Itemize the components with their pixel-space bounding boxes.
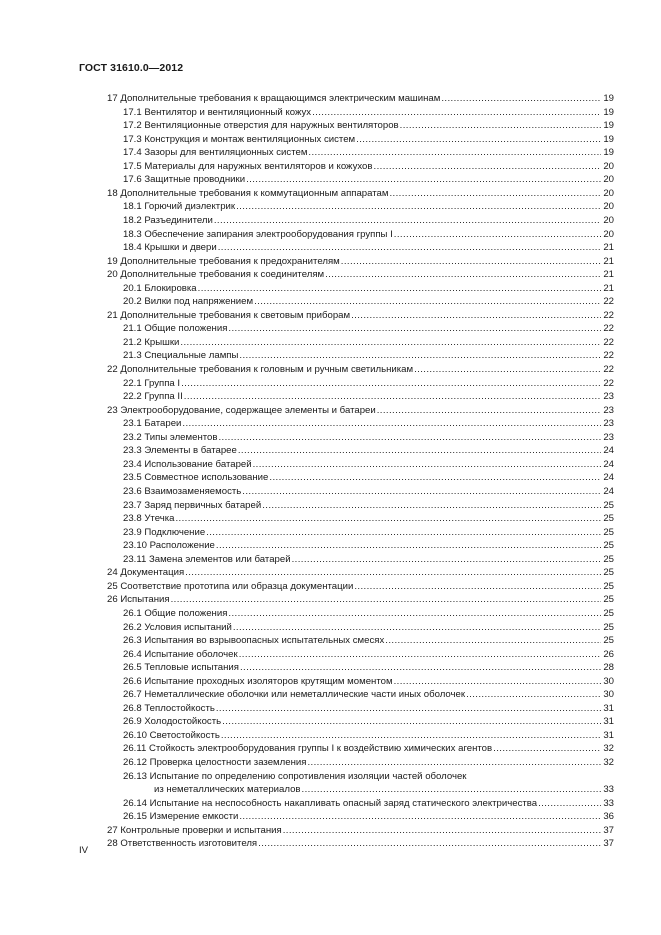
toc-entry — [123, 634, 614, 647]
toc-entry-page: 19 — [603, 106, 614, 118]
toc-entry — [123, 607, 614, 620]
toc-entry-page: 25 — [603, 553, 614, 565]
toc-entry — [123, 106, 614, 119]
toc-entry-title: 19 Дополнительные требования к предохранителям — [107, 255, 340, 267]
toc-entry-title: 26.3 Испытания во взрывоопасных испытательных смесях — [123, 635, 385, 646]
toc-entry-page: 19 — [603, 93, 614, 104]
toc-entry — [123, 648, 614, 661]
toc-entry-page: 30 — [603, 675, 614, 687]
toc-entry-title: 26.6 Испытание проходных изоляторов крутящим моментом — [123, 675, 393, 687]
toc-entry-title: 23.9 Подключение — [123, 526, 206, 538]
toc-leader-dots — [242, 485, 601, 498]
toc-leader-dots — [240, 661, 601, 674]
toc-entry-page: 24 — [603, 486, 614, 497]
toc-entry — [123, 417, 614, 430]
toc-entry-page: 21 — [603, 282, 614, 294]
toc-entry — [123, 228, 614, 241]
toc-entry-page: 25 — [603, 567, 614, 579]
toc-entry-title: 23.2 Типы элементов — [123, 431, 218, 443]
toc-entry-page: 22 — [603, 350, 614, 362]
toc-entry — [123, 160, 614, 173]
toc-entry-title: 17.4 Зазоры для вентиляционных систем — [123, 147, 308, 159]
toc-entry-page: 32 — [603, 743, 614, 755]
toc-leader-dots — [238, 444, 601, 457]
toc-entry-title: 17.3 Конструкция и монтаж вентиляционных систем — [123, 133, 356, 145]
toc-entry-page: 22 — [603, 323, 614, 335]
toc-entry — [123, 200, 614, 213]
toc-leader-dots — [292, 553, 601, 566]
toc-leader-dots — [198, 282, 601, 295]
toc-leader-dots — [302, 783, 601, 796]
toc-entry-title: 26.7 Неметаллические оболочки или неметаллические части иных оболочек — [123, 689, 466, 701]
toc-entry-page: 33 — [603, 784, 614, 796]
toc-entry — [123, 444, 614, 457]
toc-entry — [107, 255, 614, 268]
toc-leader-dots — [538, 797, 601, 810]
toc-entry-title: 23 Электрооборудование, содержащее элементы и батареи — [107, 404, 376, 416]
toc-leader-dots — [308, 146, 601, 159]
toc-leader-dots — [180, 336, 601, 349]
toc-entry-page: 32 — [603, 757, 614, 768]
toc-entry — [123, 512, 614, 525]
toc-entry — [123, 661, 614, 674]
toc-leader-dots — [239, 810, 601, 823]
toc-leader-dots — [171, 593, 601, 606]
toc-leader-dots — [394, 675, 601, 688]
toc-entry-title: 23.11 Замена элементов или батарей — [123, 553, 291, 565]
toc-leader-dots — [253, 458, 601, 471]
toc-leader-dots — [214, 214, 601, 227]
toc-leader-dots — [351, 309, 601, 322]
toc-entry-page: 24 — [603, 458, 614, 470]
toc-leader-dots — [354, 580, 601, 593]
toc-entry-title: 18 Дополнительные требования к коммутационным аппаратам — [107, 187, 389, 199]
toc-leader-dots — [325, 268, 601, 281]
toc-entry — [123, 539, 614, 552]
toc-entry — [123, 770, 614, 783]
toc-leader-dots — [233, 621, 601, 634]
toc-entry-page: 25 — [603, 513, 614, 524]
toc-entry-title: 20.1 Блокировка — [123, 282, 197, 294]
toc-entry-title: 24 Документация — [107, 567, 185, 579]
toc-entry-title: 18.1 Горючий диэлектрик — [123, 201, 236, 213]
toc-leader-dots — [239, 648, 601, 661]
toc-entry-title: 21.1 Общие положения — [123, 323, 228, 335]
toc-entry-title: 26.1 Общие положения — [123, 607, 228, 619]
toc-entry-title: 23.10 Расположение — [123, 540, 215, 552]
toc-entry-page: 19 — [603, 147, 614, 159]
toc-leader-dots — [356, 133, 601, 146]
toc-leader-dots — [222, 715, 601, 728]
toc-leader-dots — [441, 92, 601, 105]
toc-entry-page: 23 — [603, 431, 614, 443]
toc-entry-title: 26.5 Тепловые испытания — [123, 662, 239, 674]
toc-entry — [123, 742, 614, 755]
toc-leader-dots — [400, 119, 601, 132]
toc-entry-page: 21 — [603, 269, 614, 281]
toc-entry-page: 28 — [603, 662, 614, 674]
toc-entry — [107, 593, 614, 606]
toc-entry — [123, 485, 614, 498]
toc-entry-title: 17.2 Вентиляционные отверстия для наружных вентиляторов — [123, 120, 399, 132]
toc-entry-page: 22 — [603, 296, 614, 308]
toc-entry-title: 28 Ответственность изготовителя — [107, 838, 258, 850]
toc-entry — [107, 309, 614, 322]
toc-entry-page: 25 — [603, 621, 614, 633]
toc-leader-dots — [414, 363, 601, 376]
toc-entry-page: 25 — [603, 526, 614, 538]
toc-entry-title: 26.9 Холодостойкость — [123, 716, 222, 728]
toc-entry — [123, 119, 614, 132]
toc-entry — [123, 675, 614, 688]
toc-entry-title: 22 Дополнительные требования к головным и ручным светильникам — [107, 364, 414, 375]
toc-leader-dots — [307, 756, 601, 769]
toc-entry — [107, 92, 614, 105]
toc-entry — [123, 458, 614, 471]
toc-entry — [123, 810, 614, 823]
toc-entry-title: 26.8 Теплостойкость — [123, 702, 215, 714]
toc-entry-title: 23.5 Совместное использование — [123, 472, 269, 484]
toc-entry — [123, 688, 614, 701]
toc-entry-page: 20 — [603, 160, 614, 172]
toc-entry — [123, 499, 614, 512]
toc-entry-page: 25 — [603, 499, 614, 511]
toc-entry-page: 20 — [603, 174, 614, 186]
toc-entry-title: 26.4 Испытание оболочек — [123, 648, 238, 660]
toc-entry-page: 30 — [603, 689, 614, 701]
toc-entry-title: из неметаллических материалов — [154, 784, 301, 796]
toc-entry-title: 21.3 Специальные лампы — [123, 350, 239, 362]
toc-leader-dots — [216, 539, 601, 552]
toc-entry-title: 21.2 Крышки — [123, 336, 180, 348]
toc-entry-page: 21 — [603, 242, 614, 254]
toc-entry-title: 23.6 Взаимозаменяемость — [123, 486, 242, 497]
toc-entry — [107, 363, 614, 376]
toc-entry — [123, 729, 614, 742]
toc-entry-page: 22 — [603, 364, 614, 375]
toc-leader-dots — [394, 228, 601, 241]
toc-entry — [107, 268, 614, 281]
toc-entry — [154, 783, 614, 796]
toc-entry-page: 36 — [603, 811, 614, 823]
toc-entry — [123, 322, 614, 335]
toc-entry-title: 17 Дополнительные требования к вращающимся электрическим машинам — [107, 93, 441, 104]
toc-entry-page: 25 — [603, 580, 614, 592]
toc-entry — [107, 824, 614, 837]
toc-entry — [123, 797, 614, 810]
toc-entry-page: 20 — [603, 214, 614, 226]
toc-entry — [123, 146, 614, 159]
toc-entry — [123, 715, 614, 728]
toc-leader-dots — [236, 200, 601, 213]
toc-entry — [123, 390, 614, 403]
toc-leader-dots — [218, 431, 601, 444]
toc-entry-title: 20 Дополнительные требования к соединителям — [107, 269, 325, 281]
toc-entry — [123, 133, 614, 146]
toc-entry-page: 20 — [603, 187, 614, 199]
toc-entry-title: 26.12 Проверка целостности заземления — [123, 757, 307, 768]
toc-entry-page: 26 — [603, 648, 614, 660]
toc-entry — [123, 282, 614, 295]
toc-entry — [123, 295, 614, 308]
toc-leader-dots — [221, 729, 601, 742]
toc-leader-dots — [216, 702, 601, 715]
toc-entry-page: 31 — [603, 729, 614, 741]
toc-entry-page: 31 — [603, 702, 614, 714]
toc-entry-page: 21 — [603, 255, 614, 267]
toc-entry-title: 26.11 Стойкость электрооборудования группы I к воздействию химических агентов — [123, 743, 493, 755]
toc-leader-dots — [239, 349, 601, 362]
toc-entry — [123, 471, 614, 484]
toc-entry-page: 20 — [603, 228, 614, 240]
toc-entry — [123, 702, 614, 715]
toc-leader-dots — [184, 390, 601, 403]
toc-leader-dots — [493, 742, 601, 755]
toc-entry-title: 18.2 Разъединители — [123, 214, 213, 226]
toc-entry-page: 37 — [603, 824, 614, 836]
toc-entry-title: 26 Испытания — [107, 594, 170, 606]
toc-entry-page: 19 — [603, 120, 614, 132]
toc-entry-page: 33 — [603, 797, 614, 809]
toc-entry-title: 27 Контрольные проверки и испытания — [107, 824, 282, 836]
toc-entry-title: 26.14 Испытание на неспособность накапливать опасный заряд статического электричества — [123, 797, 538, 809]
toc-entry-title: 25 Соответствие прототипа или образца документации — [107, 580, 354, 592]
toc-entry-page: 22 — [603, 309, 614, 321]
toc-entry-page: 22 — [603, 377, 614, 389]
toc-entry-page: 25 — [603, 540, 614, 552]
toc-entry-title: 26.13 Испытание по определению сопротивления изоляции частей оболочек — [123, 770, 467, 782]
toc-entry-title: 17.1 Вентилятор и вентиляционный кожух — [123, 106, 312, 118]
toc-leader-dots — [254, 295, 601, 308]
toc-entry-title: 26.15 Измерение емкости — [123, 811, 239, 823]
toc-entry-page: 20 — [603, 201, 614, 213]
toc-leader-dots — [374, 160, 602, 173]
toc-entry — [123, 526, 614, 539]
toc-entry-title: 20.2 Вилки под напряжением — [123, 296, 254, 308]
toc-entry-title: 23.7 Заряд первичных батарей — [123, 499, 262, 511]
toc-entry-title: 22.1 Группа I — [123, 377, 181, 389]
toc-entry — [123, 377, 614, 390]
toc-entry-page: 25 — [603, 635, 614, 646]
page-number: IV — [79, 845, 89, 856]
toc-entry-title: 22.2 Группа II — [123, 391, 183, 403]
toc-leader-dots — [269, 471, 601, 484]
toc-entry-title: 21 Дополнительные требования к световым приборам — [107, 309, 351, 321]
toc-leader-dots — [283, 824, 601, 837]
toc-entry-page: 24 — [603, 445, 614, 457]
toc-entry-title: 26.10 Светостойкость — [123, 729, 220, 741]
toc-entry-title: 18.3 Обеспечение запирания электрооборудования группы I — [123, 228, 393, 240]
toc-leader-dots — [341, 255, 601, 268]
toc-entry — [107, 837, 614, 850]
toc-leader-dots — [246, 173, 601, 186]
toc-leader-dots — [385, 634, 601, 647]
toc-entry-page: 25 — [603, 607, 614, 619]
toc-leader-dots — [218, 241, 601, 254]
toc-entry-page: 37 — [603, 838, 614, 850]
toc-leader-dots — [466, 688, 601, 701]
toc-entry-page: 25 — [603, 594, 614, 606]
toc-entry-page: 23 — [603, 391, 614, 403]
toc-leader-dots — [228, 607, 601, 620]
toc-entry-title: 23.4 Использование батарей — [123, 458, 252, 470]
toc-entry-page: 22 — [603, 336, 614, 348]
toc-leader-dots — [182, 417, 601, 430]
toc-entry — [123, 173, 614, 186]
toc-entry — [123, 214, 614, 227]
toc-entry-title: 23.1 Батареи — [123, 418, 182, 430]
toc-entry-title: 17.6 Защитные проводники — [123, 174, 246, 186]
toc-entry — [123, 756, 614, 769]
toc-entry — [123, 621, 614, 634]
toc-entry-title: 17.5 Материалы для наружных вентиляторов и кожухов — [123, 160, 373, 172]
toc-entry — [107, 404, 614, 417]
toc-leader-dots — [181, 377, 601, 390]
toc-leader-dots — [185, 566, 601, 579]
toc-entry-page: 23 — [603, 404, 614, 416]
toc-entry-title: 18.4 Крышки и двери — [123, 242, 217, 254]
toc-leader-dots — [312, 106, 601, 119]
toc-entry — [123, 336, 614, 349]
toc-entry-title: 23.3 Элементы в батарее — [123, 445, 237, 457]
toc-entry — [123, 553, 614, 566]
toc-entry — [123, 349, 614, 362]
toc-leader-dots — [262, 499, 601, 512]
toc-entry-page: 19 — [603, 133, 614, 145]
toc-entry-page: 23 — [603, 418, 614, 430]
toc-entry — [123, 241, 614, 254]
toc-leader-dots — [377, 404, 601, 417]
toc-leader-dots — [206, 526, 601, 539]
toc-entry-page: 24 — [603, 472, 614, 484]
toc-entry — [123, 431, 614, 444]
toc-entry-title: 26.2 Условия испытаний — [123, 621, 232, 633]
toc-entry-title: 23.8 Утечка — [123, 513, 175, 524]
toc-entry — [107, 580, 614, 593]
toc-entry — [107, 566, 614, 579]
toc-entry-page: 31 — [603, 716, 614, 728]
toc-leader-dots — [389, 187, 601, 200]
toc-leader-dots — [228, 322, 601, 335]
toc-leader-dots — [175, 512, 601, 525]
toc-leader-dots — [258, 837, 601, 850]
document-header: ГОСТ 31610.0—2012 — [79, 62, 184, 74]
toc-entry — [107, 187, 614, 200]
